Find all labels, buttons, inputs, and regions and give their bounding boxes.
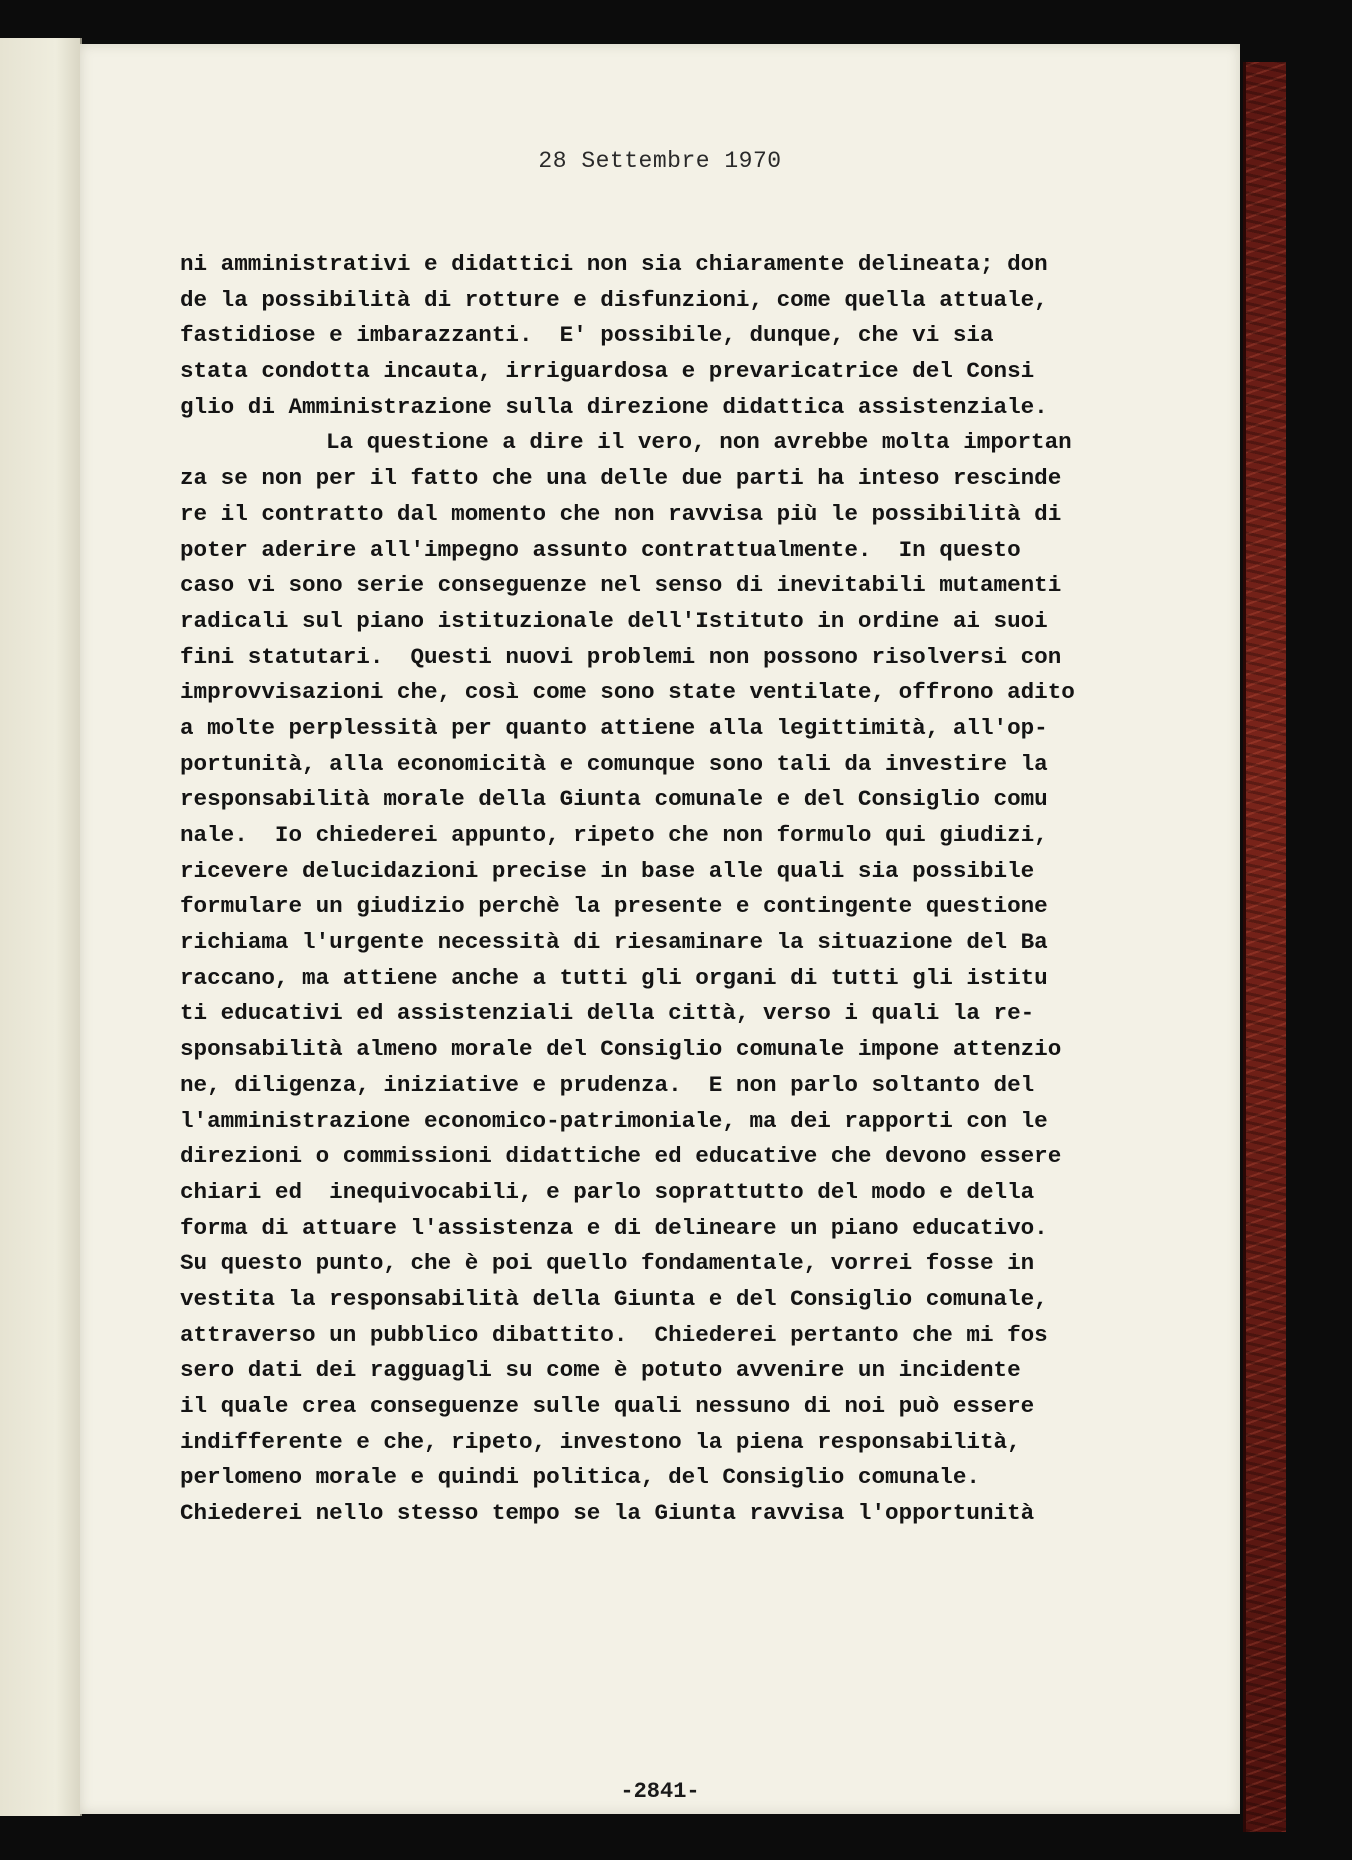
- text-line: forma di attuare l'assistenza e di delineare un piano educativo.: [180, 1214, 1048, 1241]
- book-cover-edge: [1243, 62, 1286, 1832]
- text-line: direzioni o commissioni didattiche ed educative che devono essere: [180, 1143, 1062, 1170]
- text-line: Su questo punto, che è poi quello fondamentale, vorrei fosse in: [180, 1250, 1035, 1277]
- text-line: ricevere delucidazioni precise in base alle quali sia possibile: [180, 857, 1035, 884]
- text-line: raccano, ma attiene anche a tutti gli organi di tutti gli istitu: [180, 964, 1048, 991]
- text-line: caso vi sono serie conseguenze nel senso di inevitabili mutamenti: [180, 572, 1062, 599]
- page-number: -2841-: [620, 1779, 700, 1804]
- previous-page-edge: [0, 38, 82, 1816]
- text-line: chiari ed inequivocabili, e parlo soprattutto del modo e della: [180, 1178, 1035, 1205]
- text-line: nale. Io chiederei appunto, ripeto che non formulo qui giudizi,: [180, 822, 1048, 848]
- text-line: formulare un giudizio perchè la presente e contingente questione: [180, 893, 1048, 920]
- text-line: radicali sul piano istituzionale dell'Istituto in ordine ai suoi: [180, 607, 1048, 634]
- text-line: il quale crea conseguenze sulle quali nessuno di noi può essere: [180, 1393, 1035, 1419]
- typewritten-body: [180, 247, 1220, 1532]
- text-line: perlomeno morale e quindi politica, del Consiglio comunale.: [180, 1464, 980, 1491]
- document-page: [80, 44, 1240, 1814]
- text-line: glio di Amministrazione sulla direzione didattica assistenziale.: [180, 393, 1048, 420]
- text-line: improvvisazioni che, così come sono state ventilate, offrono adito: [180, 679, 1075, 706]
- text-line: vestita la responsabilità della Giunta e del Consiglio comunale,: [180, 1285, 1048, 1312]
- text-line: fastidiose e imbarazzanti. E' possibile, dunque, che vi sia: [180, 322, 994, 349]
- page-date-header: 28 Settembre 1970: [538, 148, 782, 174]
- text-line: sponsabilità almeno morale del Consiglio comunale impone attenzio: [180, 1036, 1062, 1063]
- text-line: poter aderire all'impegno assunto contrattualmente. In questo: [180, 536, 1021, 563]
- paragraph-start-line: La questione a dire il vero, non avrebbe molta importan: [326, 429, 1072, 456]
- text-line: de la possibilità di rotture e disfunzioni, come quella attuale,: [180, 286, 1048, 313]
- text-line: ti educativi ed assistenziali della città, verso i quali la re-: [180, 1000, 1035, 1027]
- text-line: responsabilità morale della Giunta comunale e del Consiglio comu: [180, 786, 1048, 813]
- text-line: sero dati dei ragguagli su come è potuto avvenire un incidente: [180, 1357, 1021, 1384]
- text-line: ne, diligenza, iniziative e prudenza. E non parlo soltanto del: [180, 1071, 1035, 1098]
- text-line: Chiederei nello stesso tempo se la Giunta ravvisa l'opportunità: [180, 1500, 1035, 1527]
- text-line: stata condotta incauta, irriguardosa e prevaricatrice del Consi: [180, 358, 1035, 385]
- text-line: za se non per il fatto che una delle due parti ha inteso rescinde: [180, 465, 1062, 492]
- text-line: l'amministrazione economico-patrimoniale, ma dei rapporti con le: [180, 1107, 1048, 1134]
- text-line: a molte perplessità per quanto attiene alla legittimità, all'op-: [180, 714, 1048, 741]
- text-line: re il contratto dal momento che non ravvisa più le possibilità di: [180, 500, 1062, 527]
- text-line: attraverso un pubblico dibattito. Chiederei pertanto che mi fos: [180, 1321, 1048, 1348]
- text-line: fini statutari. Questi nuovi problemi non possono risolversi con: [180, 643, 1062, 670]
- text-line: ni amministrativi e didattici non sia chiaramente delineata; don: [180, 251, 1048, 277]
- text-line: indifferente e che, ripeto, investono la piena responsabilità,: [180, 1428, 1021, 1455]
- text-line: richiama l'urgente necessità di riesaminare la situazione del Ba: [180, 929, 1048, 956]
- text-line: portunità, alla economicità e comunque sono tali da investire la: [180, 750, 1048, 777]
